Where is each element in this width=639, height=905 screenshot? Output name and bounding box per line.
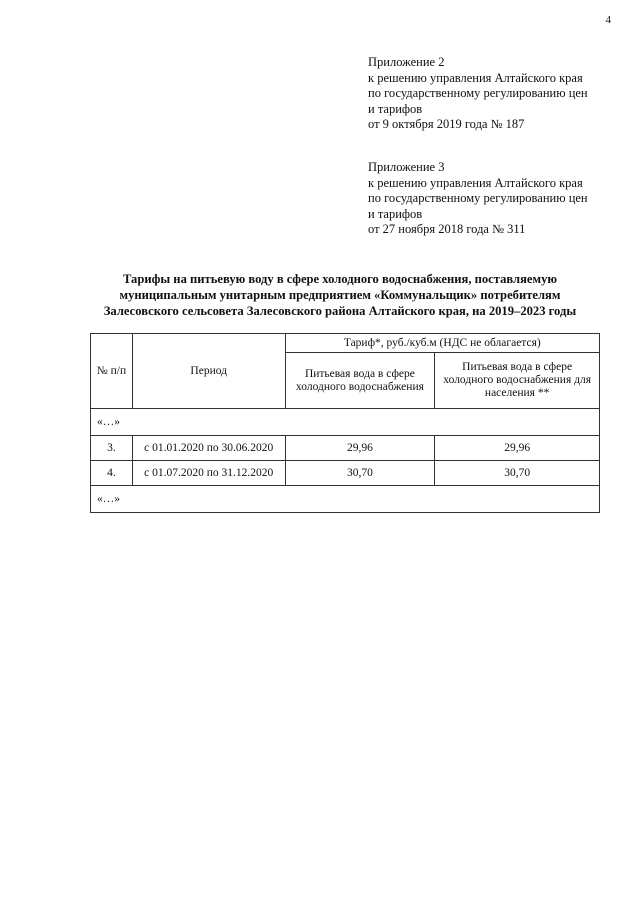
row-period: с 01.07.2020 по 31.12.2020 [132, 461, 285, 486]
row-number: 3. [91, 436, 133, 461]
header-tariff-population: Питьевая вода в сфере холодного водоснабжения для населения ** [435, 353, 600, 409]
page-number: 4 [605, 14, 611, 26]
omission-mark: «…» [91, 486, 600, 513]
table-row [91, 436, 600, 461]
row-tariff-general: 29,96 [285, 436, 435, 461]
table-row-omission [91, 486, 600, 513]
row-tariff-general: 30,70 [285, 461, 435, 486]
row-period: с 01.01.2020 по 30.06.2020 [132, 436, 285, 461]
appendix-2-line: и тарифов [368, 101, 423, 116]
document-title [60, 271, 620, 319]
appendix-3-line: по государственному регулированию цен [368, 191, 588, 205]
appendix-2-line: к решению управления Алтайского края [368, 70, 583, 85]
appendix-3-line: Приложение 3 [368, 160, 445, 174]
appendix-2-line: Приложение 2 [368, 55, 445, 69]
appendix-2-line: от 9 октября 2019 года № 187 [368, 117, 525, 131]
header-tariff-group: Тариф*, руб./куб.м (НДС не облагается) [285, 334, 599, 353]
header-number: № п/п [91, 334, 133, 409]
title-line: Залесовского сельсовета Залесовского района Алтайского края, на 2019–2023 годы [103, 304, 577, 318]
tariff-table [90, 333, 600, 513]
header-tariff-general: Питьевая вода в сфере холодного водоснабжения [285, 353, 435, 409]
appendix-3-line: к решению управления Алтайского края [368, 175, 583, 190]
row-tariff-population: 30,70 [435, 461, 600, 486]
title-line: муниципальным унитарным предприятием «Коммунальщик» потребителям [119, 288, 561, 302]
appendix-3-line: от 27 ноября 2018 года № 311 [368, 222, 526, 236]
table-header-row [91, 334, 600, 353]
appendix-3-block [368, 160, 618, 238]
appendix-2-line: по государственному регулированию цен [368, 86, 588, 100]
header-period: Период [132, 334, 285, 409]
appendix-3-line: и тарифов [368, 206, 423, 221]
table-row [91, 461, 600, 486]
omission-mark: «…» [91, 409, 600, 436]
appendix-2-block [368, 55, 618, 133]
title-line: Тарифы на питьевую воду в сфере холодного водоснабжения, поставляемую [122, 272, 558, 286]
table-row-omission [91, 409, 600, 436]
row-tariff-population: 29,96 [435, 436, 600, 461]
row-number: 4. [91, 461, 133, 486]
